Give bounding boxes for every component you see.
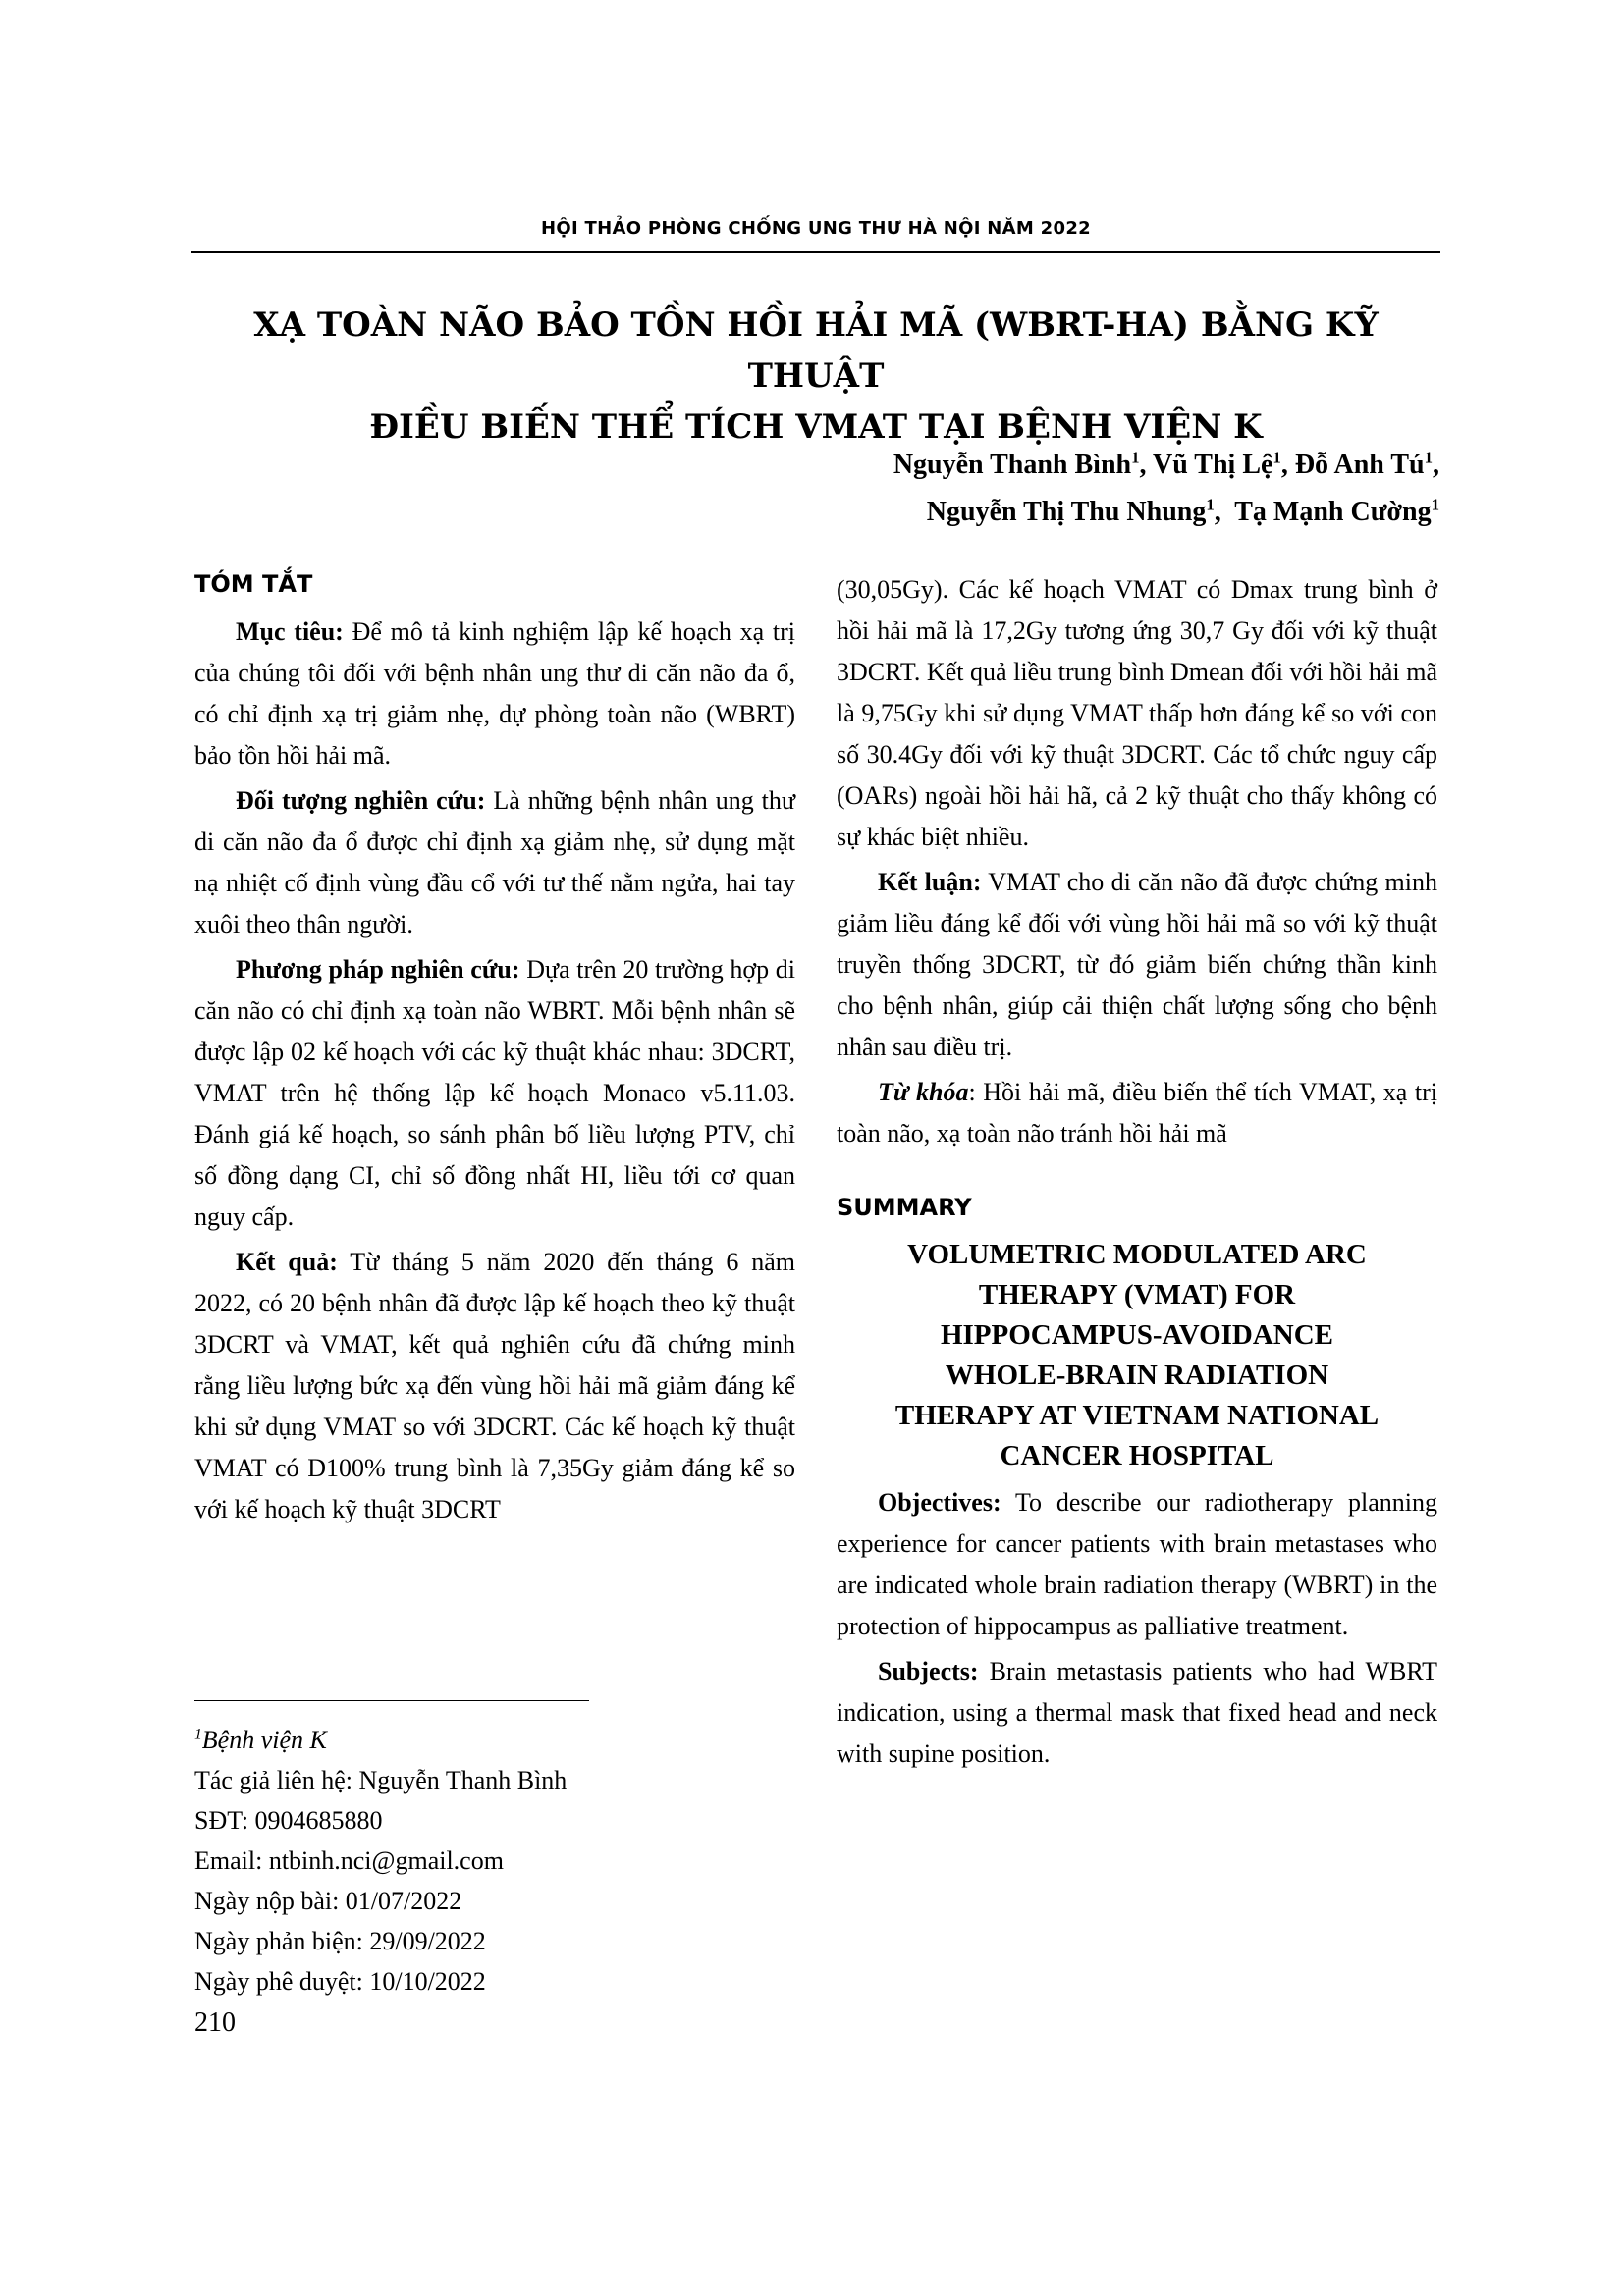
english-title-line: THERAPY (VMAT) FOR: [978, 1279, 1296, 1310]
english-title-line: VOLUMETRIC MODULATED ARC: [907, 1239, 1367, 1270]
affiliation-mark: 1: [194, 1726, 202, 1743]
author-line-1: [893, 442, 1439, 489]
running-header: HỘI THẢO PHÒNG CHỐNG UNG THƯ HÀ NỘI NĂM 2022: [541, 218, 1091, 239]
conclusion-label: Kết luận:: [878, 868, 982, 896]
header-rule: [191, 251, 1440, 253]
methods-paragraph: [194, 949, 795, 1238]
methods-text: Dựa trên 20 trường hợp di căn não có chỉ định xạ toàn não WBRT. Mỗi bệnh nhân sẽ được lập 02 kế hoạch với các kỹ thuật khác nhau: 3DCRT, VMAT trên hệ thống lập kế hoạch Monaco v5.11.03. Đánh giá kế hoạch, so sánh phân bố liều lượng PTV, chỉ số đồng dạng CI, chỉ số đồng nhất HI, liều tới cơ quan nguy cấp.: [194, 955, 795, 1231]
corresponding-author: Tác giả liên hệ: Nguyễn Thanh Bình: [194, 1766, 568, 1794]
author-name: Tạ Mạnh Cường: [1234, 497, 1432, 527]
keywords-text: : Hồi hải mã, điều biến thể tích VMAT, xạ trị toàn não, xạ toàn não tránh hồi hải mã: [837, 1078, 1437, 1148]
results-paragraph: [194, 1242, 795, 1530]
right-column: [837, 569, 1437, 1779]
approved-date: Ngày phê duyệt: 10/10/2022: [194, 1967, 486, 1996]
title-line-1: XẠ TOÀN NÃO BẢO TỒN HỒI HẢI MÃ (WBRT-HA) BẰNG KỸ THUẬT: [253, 305, 1379, 396]
subjects-en-label: Subjects:: [878, 1657, 979, 1685]
title-line-2: ĐIỀU BIẾN THỂ TÍCH VMAT TẠI BỆNH VIỆN K: [369, 407, 1263, 447]
english-title-line: HIPPOCAMPUS-AVOIDANCE: [940, 1319, 1334, 1351]
left-column: [194, 564, 795, 1534]
author-separator: ,: [1214, 497, 1235, 527]
author-name: Nguyễn Thanh Bình: [893, 450, 1132, 480]
keywords-label: Từ khóa: [878, 1078, 969, 1106]
results-text: Từ tháng 5 năm 2020 đến tháng 6 năm 2022, có 20 bệnh nhân đã được lập kế hoạch theo kỹ thuật 3DCRT và VMAT, kết quả nghiên cứu đã chứng minh rằng liều lượng bức xạ đến vùng hồi hải mã giảm đáng kể khi sử dụng VMAT so với 3DCRT. Các kế hoạch kỹ thuật VMAT có D100% trung bình là 7,35Gy giảm đáng kể so với kế hoạch kỹ thuật 3DCRT: [194, 1248, 795, 1523]
submitted-date: Ngày nộp bài: 01/07/2022: [194, 1887, 462, 1915]
author-affiliation: 1: [1206, 495, 1215, 514]
author-list: [893, 442, 1439, 536]
phone-number: SĐT: 0904685880: [194, 1806, 383, 1835]
methods-label: Phương pháp nghiên cứu:: [236, 955, 520, 984]
objective-label: Mục tiêu:: [236, 617, 344, 646]
author-affiliation: 1: [1131, 448, 1140, 467]
footnotes: [194, 1720, 567, 2002]
author-name: Vũ Thị Lệ: [1153, 450, 1273, 480]
page-number: 210: [194, 2007, 236, 2038]
results-label: Kết quả:: [236, 1248, 338, 1276]
conclusion-paragraph: [837, 862, 1437, 1068]
subjects-en-paragraph: [837, 1651, 1437, 1775]
subjects-text: Là những bệnh nhân ung thư di căn não đa ổ được chỉ định xạ giảm nhẹ, sử dụng mặt nạ nhiệt cố định vùng đầu cổ với tư thế nằm ngửa, hai tay xuôi theo thân người.: [194, 786, 795, 938]
subjects-en-text: Brain metastasis patients who had WBRT indication, using a thermal mask that fixed head and neck with supine position.: [837, 1657, 1437, 1768]
abstract-heading: TÓM TẮT: [194, 570, 313, 598]
english-title-line: WHOLE-BRAIN RADIATION: [945, 1360, 1329, 1391]
footnote-rule: [194, 1700, 589, 1701]
author-affiliation: 1: [1431, 495, 1439, 514]
english-title: [837, 1235, 1437, 1476]
objectives-en-text: To describe our radiotherapy planning experience for cancer patients with brain metastases who are indicated whole brain radiation therapy (WBRT) in the protection of hippocampus as palliative treatment.: [837, 1488, 1437, 1640]
reviewed-date: Ngày phản biện: 29/09/2022: [194, 1927, 486, 1955]
paper-title: [191, 299, 1440, 453]
author-separator: ,: [1433, 450, 1439, 480]
results-continued: (30,05Gy). Các kế hoạch VMAT có Dmax trung bình ở hồi hải mã là 17,2Gy tương ứng 30,7 Gy đối với kỹ thuật 3DCRT. Kết quả liều trung bình Dmean đối với hồi hải mã là 9,75Gy khi sử dụng VMAT thấp hơn đáng kể so với con số 30.4Gy đối với kỹ thuật 3DCRT. Các tổ chức nguy cấp (OARs) ngoài hồi hải hã, cả 2 kỹ thuật cho thấy không có sự khác biệt nhiều.: [837, 575, 1437, 851]
affiliation-text: Bệnh viện K: [201, 1726, 327, 1754]
conclusion-text: VMAT cho di căn não đã được chứng minh giảm liều đáng kể đối với vùng hồi hải mã so với kỹ thuật truyền thống 3DCRT, từ đó giảm biến chứng thần kinh cho bệnh nhân, giúp cải thiện chất lượng sống cho bệnh nhân sau điều trị.: [837, 868, 1437, 1061]
author-affiliation: 1: [1424, 448, 1433, 467]
author-separator: ,: [1280, 450, 1295, 480]
english-title-line: THERAPY AT VIETNAM NATIONAL: [894, 1400, 1380, 1431]
objective-paragraph: [194, 612, 795, 776]
author-separator: ,: [1139, 450, 1153, 480]
subjects-label: Đối tượng nghiên cứu:: [236, 786, 486, 815]
objectives-en-label: Objectives:: [878, 1488, 1001, 1517]
affiliation-note: [194, 1720, 567, 1760]
english-title-line: CANCER HOSPITAL: [1000, 1440, 1274, 1471]
author-name: Đỗ Anh Tú: [1294, 450, 1425, 480]
author-name: Nguyễn Thị Thu Nhung: [926, 497, 1207, 527]
objectives-en-paragraph: [837, 1482, 1437, 1647]
subjects-paragraph: [194, 780, 795, 945]
email-address: Email: ntbinh.nci@gmail.com: [194, 1846, 504, 1875]
author-line-2: [893, 489, 1439, 536]
objective-text: Để mô tả kinh nghiệm lập kế hoạch xạ trị của chúng tôi đối với bệnh nhân ung thư di căn não đa ổ, có chỉ định xạ trị giảm nhẹ, dự phòng toàn não (WBRT) bảo tồn hồi hải mã.: [194, 617, 795, 770]
summary-heading: SUMMARY: [837, 1194, 972, 1221]
author-affiliation: 1: [1272, 448, 1281, 467]
keywords-paragraph: [837, 1072, 1437, 1154]
